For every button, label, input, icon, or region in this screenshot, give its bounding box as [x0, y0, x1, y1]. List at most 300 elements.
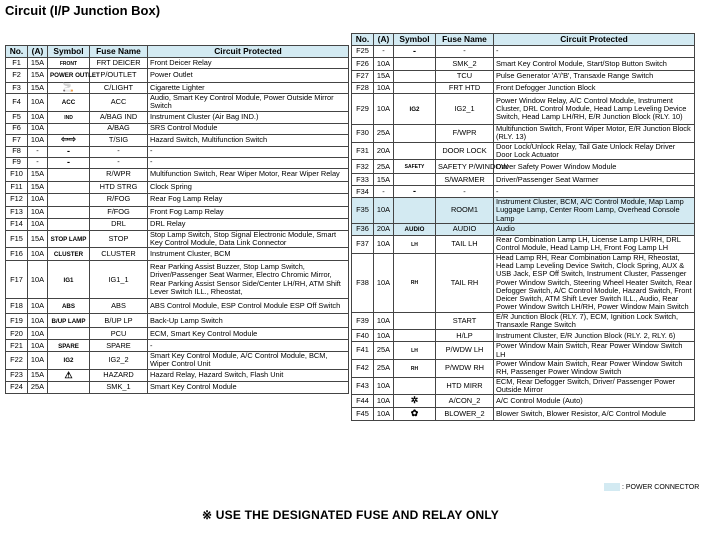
circuit-protected: Driver Safety Power Window Module — [494, 160, 695, 174]
circuit-protected: Cigarette Lighter — [148, 83, 349, 94]
symbol-icon: - — [413, 45, 416, 56]
fuse-name: A/BAG IND — [90, 111, 148, 123]
table-row — [6, 193, 349, 206]
circuit-protected: DRL Relay — [148, 218, 349, 230]
circuit-protected: Front Defogger Junction Block — [494, 83, 695, 94]
circuit-protected: Smart Key Control Module — [148, 381, 349, 393]
header-symbol: Symbol — [48, 46, 90, 58]
fuse-name: P/WDW LH — [436, 342, 494, 360]
symbol-icon: ABS — [61, 303, 76, 311]
fuse-name: ABS — [90, 299, 148, 314]
table-row — [6, 314, 349, 328]
circuit-protected: Power Window Relay, A/C Control Module, Instrument Cluster, DRL Control Module, Head Lamp Leveling Device Switch, Head Lamp LH/RH, E/R Junction Block (RLY. 10) — [494, 94, 695, 125]
fuse-symbol — [394, 253, 436, 312]
fuse-amperage: 10A — [28, 299, 48, 314]
fuse-symbol — [48, 299, 90, 314]
fuse-number: F31 — [352, 142, 374, 160]
circuit-protected: Blower Switch, Blower Resistor, A/C Control Module — [494, 408, 695, 421]
table-row — [352, 253, 695, 312]
circuit-protected: Instrument Cluster (Air Bag IND.) — [148, 111, 349, 123]
fuse-symbol — [48, 230, 90, 248]
circuit-protected: Instrument Cluster, BCM, A/C Control Module, Map Lamp Luggage Lamp, Center Room Lamp, Overhead Console Lamp — [494, 198, 695, 224]
symbol-icon: POWER OUTLET — [50, 72, 100, 80]
fuse-symbol — [394, 408, 436, 421]
table-row — [352, 330, 695, 342]
circuit-protected: ECM, Smart Key Control Module — [148, 328, 349, 340]
table-header-row — [6, 46, 349, 58]
fuse-number: F43 — [352, 377, 374, 395]
circuit-protected: Multifunction Switch, Rear Wiper Motor, Rear Wiper Relay — [148, 168, 349, 181]
circuit-protected: Power Window Main Switch, Rear Power Window Switch RH, Passenger Power Window Switch — [494, 359, 695, 377]
fuse-number: F29 — [352, 94, 374, 125]
table-row — [6, 83, 349, 94]
fuse-name: - — [90, 157, 148, 168]
circuit-protected: Multifunction Switch, Front Wiper Motor, E/R Junction Block (RLY. 13) — [494, 125, 695, 143]
fuse-amperage: 10A — [374, 58, 394, 71]
fuse-amperage: 10A — [28, 340, 48, 352]
fuse-number: F45 — [352, 408, 374, 421]
fuse-amperage: 15A — [374, 174, 394, 186]
table-row — [352, 377, 695, 395]
table-row — [352, 71, 695, 83]
table-row — [6, 94, 349, 112]
fuse-number: F1 — [6, 58, 28, 69]
fuse-amperage: - — [28, 157, 48, 168]
fuse-name: FRT DEICER — [90, 58, 148, 69]
fuse-number: F30 — [352, 125, 374, 143]
fuse-amperage: 10A — [374, 253, 394, 312]
table-row — [352, 174, 695, 186]
circuit-protected: Smart Key Control Module, Start/Stop Button Switch — [494, 58, 695, 71]
fuse-amperage: - — [28, 146, 48, 157]
fuse-symbol — [48, 83, 90, 94]
fuse-name: B/UP LP — [90, 314, 148, 328]
fuse-symbol — [48, 328, 90, 340]
symbol-icon: SAFETY — [404, 164, 425, 171]
fuse-amperage: 15A — [28, 83, 48, 94]
fuse-amperage: 10A — [28, 352, 48, 370]
fuse-symbol — [394, 174, 436, 186]
fuse-symbol — [48, 340, 90, 352]
fuse-symbol — [394, 198, 436, 224]
fuse-name: IG1_1 — [90, 261, 148, 299]
symbol-icon: ⇦⇨ — [60, 134, 77, 145]
fuse-name: SMK_2 — [436, 58, 494, 71]
header-amp: (A) — [28, 46, 48, 58]
fuse-amperage: 25A — [374, 359, 394, 377]
fuse-name: F/FOG — [90, 206, 148, 218]
fuse-number: F27 — [352, 71, 374, 83]
fuse-symbol — [48, 181, 90, 193]
fuse-symbol — [394, 94, 436, 125]
table-row — [6, 58, 349, 69]
fuse-number: F5 — [6, 111, 28, 123]
table-row — [352, 160, 695, 174]
table-row — [6, 69, 349, 83]
table-row — [6, 352, 349, 370]
symbol-icon: ✿ — [410, 408, 419, 419]
fuse-symbol — [394, 58, 436, 71]
fuse-symbol — [394, 160, 436, 174]
fuse-symbol — [394, 224, 436, 236]
fuse-name: P/OUTLET — [90, 69, 148, 83]
circuit-protected: Clock Spring — [148, 181, 349, 193]
symbol-icon: FRONT — [59, 60, 78, 67]
symbol-icon: - — [67, 145, 70, 156]
fuse-number: F44 — [352, 395, 374, 408]
fuse-amperage: 10A — [28, 248, 48, 261]
fuse-symbol — [394, 186, 436, 198]
fuse-amperage: 10A — [374, 377, 394, 395]
fuse-name: HTD MIRR — [436, 377, 494, 395]
symbol-icon: CLUSTER — [53, 251, 84, 259]
fuse-symbol — [394, 46, 436, 58]
fuse-symbol — [48, 369, 90, 381]
fuse-symbol — [48, 248, 90, 261]
circuit-protected: Instrument Cluster, E/R Junction Block (RLY. 2, RLY. 6) — [494, 330, 695, 342]
fuse-name: F/WPR — [436, 125, 494, 143]
fuse-name: DRL — [90, 218, 148, 230]
fuse-name: SPARE — [90, 340, 148, 352]
circuit-protected: - — [148, 146, 349, 157]
fuse-amperage: 10A — [28, 193, 48, 206]
fuse-amperage: 10A — [374, 83, 394, 94]
fuse-symbol — [394, 83, 436, 94]
fuse-name: R/WPR — [90, 168, 148, 181]
table-row — [6, 146, 349, 157]
fuse-name: C/LIGHT — [90, 83, 148, 94]
fuse-number: F32 — [352, 160, 374, 174]
fuse-number: F15 — [6, 230, 28, 248]
circuit-protected: Head Lamp RH, Rear Combination Lamp RH, Rheostat, Head Lamp Leveling Device Switch, Clock Spring, AUX & USB Jack, ESP Off Switch, Instrument Cluster, Passenger Power Window Switch, Steering Wheel Heater Switch, Rear Defogger Switch, A/C Control Module, Hazard Switch, Front Deicer Switch, ATM Shift Lever Switch ILL., Audio, Rear Power Window Switch LH/RH, Power Window Main Switch — [494, 253, 695, 312]
fuse-amperage: 10A — [374, 408, 394, 421]
fuse-symbol — [394, 125, 436, 143]
symbol-icon: ✲ — [410, 395, 419, 406]
header-no: No. — [6, 46, 28, 58]
fuse-number: F10 — [6, 168, 28, 181]
fuse-name: TCU — [436, 71, 494, 83]
fuse-name: FRT HTD — [436, 83, 494, 94]
fuse-name: SAFETY P/WINDOW — [436, 160, 494, 174]
footer-note: ※ USE THE DESIGNATED FUSE AND RELAY ONLY — [202, 508, 499, 522]
fuse-name: TAIL RH — [436, 253, 494, 312]
circuit-protected: Pulse Generator 'A'/'B', Transaxle Range Switch — [494, 71, 695, 83]
fuse-name: DOOR LOCK — [436, 142, 494, 160]
circuit-protected: A/C Control Module (Auto) — [494, 395, 695, 408]
circuit-protected: Door Lock/Unlock Relay, Tail Gate Unlock Relay Driver Door Lock Actuator — [494, 142, 695, 160]
table-row — [352, 83, 695, 94]
fuse-amperage: 10A — [374, 312, 394, 330]
fuse-number: F33 — [352, 174, 374, 186]
circuit-protected: Hazard Relay, Hazard Switch, Flash Unit — [148, 369, 349, 381]
circuit-protected: Audio — [494, 224, 695, 236]
legend — [604, 483, 699, 491]
fuse-amperage: 10A — [374, 94, 394, 125]
fuse-symbol — [48, 134, 90, 146]
fuse-name: R/FOG — [90, 193, 148, 206]
fuse-amperage: 10A — [28, 123, 48, 134]
fuse-number: F38 — [352, 253, 374, 312]
fuse-amperage: 10A — [374, 198, 394, 224]
legend-label: : POWER CONNECTOR — [622, 483, 700, 491]
symbol-icon: IG2 — [409, 105, 420, 113]
fuse-name: A/BAG — [90, 123, 148, 134]
fuse-symbol — [48, 94, 90, 112]
fuse-amperage: 10A — [28, 328, 48, 340]
fuse-amperage: 15A — [28, 69, 48, 83]
fuse-number: F16 — [6, 248, 28, 261]
symbol-icon: ACC — [61, 99, 76, 107]
symbol-icon: - — [67, 156, 70, 167]
table-row — [352, 395, 695, 408]
table-row — [352, 359, 695, 377]
table-row — [6, 206, 349, 218]
fuse-amperage: 20A — [374, 224, 394, 236]
fuse-name: IG2_1 — [436, 94, 494, 125]
header-symbol: Symbol — [394, 34, 436, 46]
circuit-protected: Audio, Smart Key Control Module, Power Outside Mirror Switch — [148, 94, 349, 112]
circuit-protected: Rear Combination Lamp LH, License Lamp LH/RH, DRL Control Module, Head Lamp LH, Front Fog Lamp LH — [494, 236, 695, 254]
fuse-symbol — [48, 111, 90, 123]
fuse-symbol — [48, 157, 90, 168]
circuit-protected: - — [148, 157, 349, 168]
circuit-protected: Hazard Switch, Multifunction Switch — [148, 134, 349, 146]
fuse-symbol — [48, 146, 90, 157]
fuse-symbol — [394, 377, 436, 395]
table-row — [352, 224, 695, 236]
fuse-amperage: 10A — [28, 261, 48, 299]
symbol-icon: AUDIO — [404, 226, 425, 234]
fuse-amperage: 10A — [28, 134, 48, 146]
fuse-amperage: 15A — [28, 369, 48, 381]
table-row — [352, 186, 695, 198]
fuse-name: HAZARD — [90, 369, 148, 381]
symbol-icon: RH — [410, 365, 419, 372]
fuse-number: F24 — [6, 381, 28, 393]
fuse-name: STOP — [90, 230, 148, 248]
table-row — [352, 408, 695, 421]
fuse-number: F22 — [6, 352, 28, 370]
symbol-icon: 🚬 — [62, 82, 75, 93]
fuse-amperage: 25A — [28, 381, 48, 393]
fuse-symbol — [394, 312, 436, 330]
symbol-icon: IG2 — [63, 357, 74, 365]
table-row — [352, 142, 695, 160]
fuse-symbol — [48, 261, 90, 299]
fuse-amperage: 10A — [374, 395, 394, 408]
fuse-table-left — [5, 45, 349, 394]
table-row — [6, 123, 349, 134]
fuse-symbol — [48, 352, 90, 370]
fuse-name: AUDIO — [436, 224, 494, 236]
circuit-protected: Stop Lamp Switch, Stop Signal Electronic Module, Smart Key Control Module, Data Link Connector — [148, 230, 349, 248]
table-row — [6, 369, 349, 381]
fuse-amperage: 15A — [28, 181, 48, 193]
table-row — [6, 261, 349, 299]
fuse-amperage: 25A — [374, 342, 394, 360]
fuse-amperage: 15A — [374, 71, 394, 83]
fuse-symbol — [48, 381, 90, 393]
fuse-symbol — [48, 123, 90, 134]
circuit-protected: Driver/Passenger Seat Warmer — [494, 174, 695, 186]
fuse-number: F28 — [352, 83, 374, 94]
fuse-name: HTD STRG — [90, 181, 148, 193]
circuit-protected: Power Window Main Switch, Rear Power Window Switch LH — [494, 342, 695, 360]
fuse-number: F21 — [6, 340, 28, 352]
fuse-name: P/WDW RH — [436, 359, 494, 377]
fuse-name: A/CON_2 — [436, 395, 494, 408]
fuse-amperage: 15A — [28, 230, 48, 248]
table-row — [6, 230, 349, 248]
fuse-number: F42 — [352, 359, 374, 377]
symbol-icon: ⚠ — [64, 369, 73, 380]
fuse-number: F23 — [6, 369, 28, 381]
circuit-protected: - — [148, 340, 349, 352]
fuse-amperage: 10A — [374, 236, 394, 254]
fuse-symbol — [48, 193, 90, 206]
circuit-protected: E/R Junction Block (RLY. 7), ECM, Ignition Lock Switch, Transaxle Range Switch — [494, 312, 695, 330]
circuit-protected: Front Fog Lamp Relay — [148, 206, 349, 218]
table-header-row — [352, 34, 695, 46]
fuse-number: F20 — [6, 328, 28, 340]
table-row — [352, 94, 695, 125]
fuse-symbol — [48, 206, 90, 218]
fuse-amperage: 10A — [374, 330, 394, 342]
table-row — [6, 340, 349, 352]
circuit-protected: ECM, Rear Defogger Switch, Driver/ Passenger Power Outside Mirror — [494, 377, 695, 395]
circuit-protected: - — [494, 186, 695, 198]
table-row — [352, 312, 695, 330]
fuse-amperage: 20A — [374, 142, 394, 160]
header-circuit: Circuit Protected — [148, 46, 349, 58]
fuse-symbol — [48, 168, 90, 181]
fuse-number: F25 — [352, 46, 374, 58]
fuse-symbol — [394, 330, 436, 342]
fuse-number: F9 — [6, 157, 28, 168]
fuse-name: - — [436, 46, 494, 58]
table-row — [6, 157, 349, 168]
symbol-icon: STOP LAMP — [50, 235, 87, 243]
table-row — [352, 342, 695, 360]
fuse-name: - — [90, 146, 148, 157]
symbol-icon: LH — [411, 348, 418, 355]
table-row — [6, 181, 349, 193]
header-no: No. — [352, 34, 374, 46]
fuse-number: F35 — [352, 198, 374, 224]
fuse-number: F3 — [6, 83, 28, 94]
fuse-number: F18 — [6, 299, 28, 314]
fuse-number: F4 — [6, 94, 28, 112]
page-title: Circuit (I/P Junction Box) — [5, 3, 161, 18]
symbol-icon: RH — [410, 280, 419, 287]
fuse-symbol — [394, 236, 436, 254]
circuit-protected: Power Outlet — [148, 69, 349, 83]
circuit-protected: Rear Fog Lamp Relay — [148, 193, 349, 206]
fuse-name: ACC — [90, 94, 148, 112]
fuse-symbol — [394, 342, 436, 360]
header-fuse-name: Fuse Name — [436, 34, 494, 46]
fuse-symbol — [394, 395, 436, 408]
fuse-number: F14 — [6, 218, 28, 230]
circuit-protected: Back-Up Lamp Switch — [148, 314, 349, 328]
fuse-name: START — [436, 312, 494, 330]
fuse-number: F37 — [352, 236, 374, 254]
power-connector-swatch — [604, 483, 620, 491]
table-row — [6, 111, 349, 123]
circuit-protected: Instrument Cluster, BCM — [148, 248, 349, 261]
fuse-number: F17 — [6, 261, 28, 299]
fuse-number: F12 — [6, 193, 28, 206]
fuse-number: F34 — [352, 186, 374, 198]
symbol-icon: SPARE — [58, 342, 79, 350]
header-fuse-name: Fuse Name — [90, 46, 148, 58]
symbol-icon: - — [413, 186, 416, 197]
fuse-number: F13 — [6, 206, 28, 218]
circuit-protected: Front Deicer Relay — [148, 58, 349, 69]
fuse-name: CLUSTER — [90, 248, 148, 261]
fuse-name: SMK_1 — [90, 381, 148, 393]
circuit-protected: SRS Control Module — [148, 123, 349, 134]
fuse-symbol — [48, 69, 100, 83]
fuse-amperage: - — [374, 46, 394, 58]
fuse-symbol — [48, 58, 90, 69]
fuse-name: BLOWER_2 — [436, 408, 494, 421]
fuse-number: F41 — [352, 342, 374, 360]
table-row — [352, 58, 695, 71]
fuse-symbol — [48, 314, 90, 328]
circuit-protected: Smart Key Control Module, A/C Control Module, BCM, Wiper Control Unit — [148, 352, 349, 370]
table-row — [352, 236, 695, 254]
fuse-amperage: 15A — [28, 58, 48, 69]
symbol-icon: LH — [411, 242, 418, 249]
fuse-number: F40 — [352, 330, 374, 342]
fuse-amperage: 15A — [28, 168, 48, 181]
fuse-name: PCU — [90, 328, 148, 340]
fuse-symbol — [394, 142, 436, 160]
table-row — [6, 328, 349, 340]
fuse-number: F8 — [6, 146, 28, 157]
table-row — [6, 168, 349, 181]
circuit-protected: Rear Parking Assist Buzzer, Stop Lamp Switch, Driver/Passenger Seat Warmer, Electro Chromic Mirror, Rear Parking Assist Sensor Side/Center LH/RH, ATM Shift Lever Switch ILL., Rheostat, — [148, 261, 349, 299]
fuse-amperage: 25A — [374, 125, 394, 143]
fuse-symbol — [394, 359, 436, 377]
fuse-amperage: - — [374, 186, 394, 198]
header-amp: (A) — [374, 34, 394, 46]
fuse-number: F11 — [6, 181, 28, 193]
table-row — [6, 134, 349, 146]
circuit-protected: - — [494, 46, 695, 58]
fuse-name: IG2_2 — [90, 352, 148, 370]
table-row — [352, 198, 695, 224]
fuse-name: H/LP — [436, 330, 494, 342]
symbol-icon: B/UP LAMP — [51, 317, 86, 325]
table-row — [352, 125, 695, 143]
fuse-name: TAIL LH — [436, 236, 494, 254]
fuse-name: - — [436, 186, 494, 198]
fuse-number: F19 — [6, 314, 28, 328]
fuse-symbol — [48, 218, 90, 230]
fuse-amperage: 10A — [28, 218, 48, 230]
fuse-number: F7 — [6, 134, 28, 146]
circuit-protected: ABS Control Module, ESP Control Module ESP Off Switch — [148, 299, 349, 314]
table-row — [6, 299, 349, 314]
fuse-amperage: 10A — [28, 94, 48, 112]
symbol-icon: IG1 — [63, 276, 74, 284]
header-circuit: Circuit Protected — [494, 34, 695, 46]
fuse-table-right — [351, 33, 695, 421]
fuse-number: F6 — [6, 123, 28, 134]
fuse-number: F26 — [352, 58, 374, 71]
